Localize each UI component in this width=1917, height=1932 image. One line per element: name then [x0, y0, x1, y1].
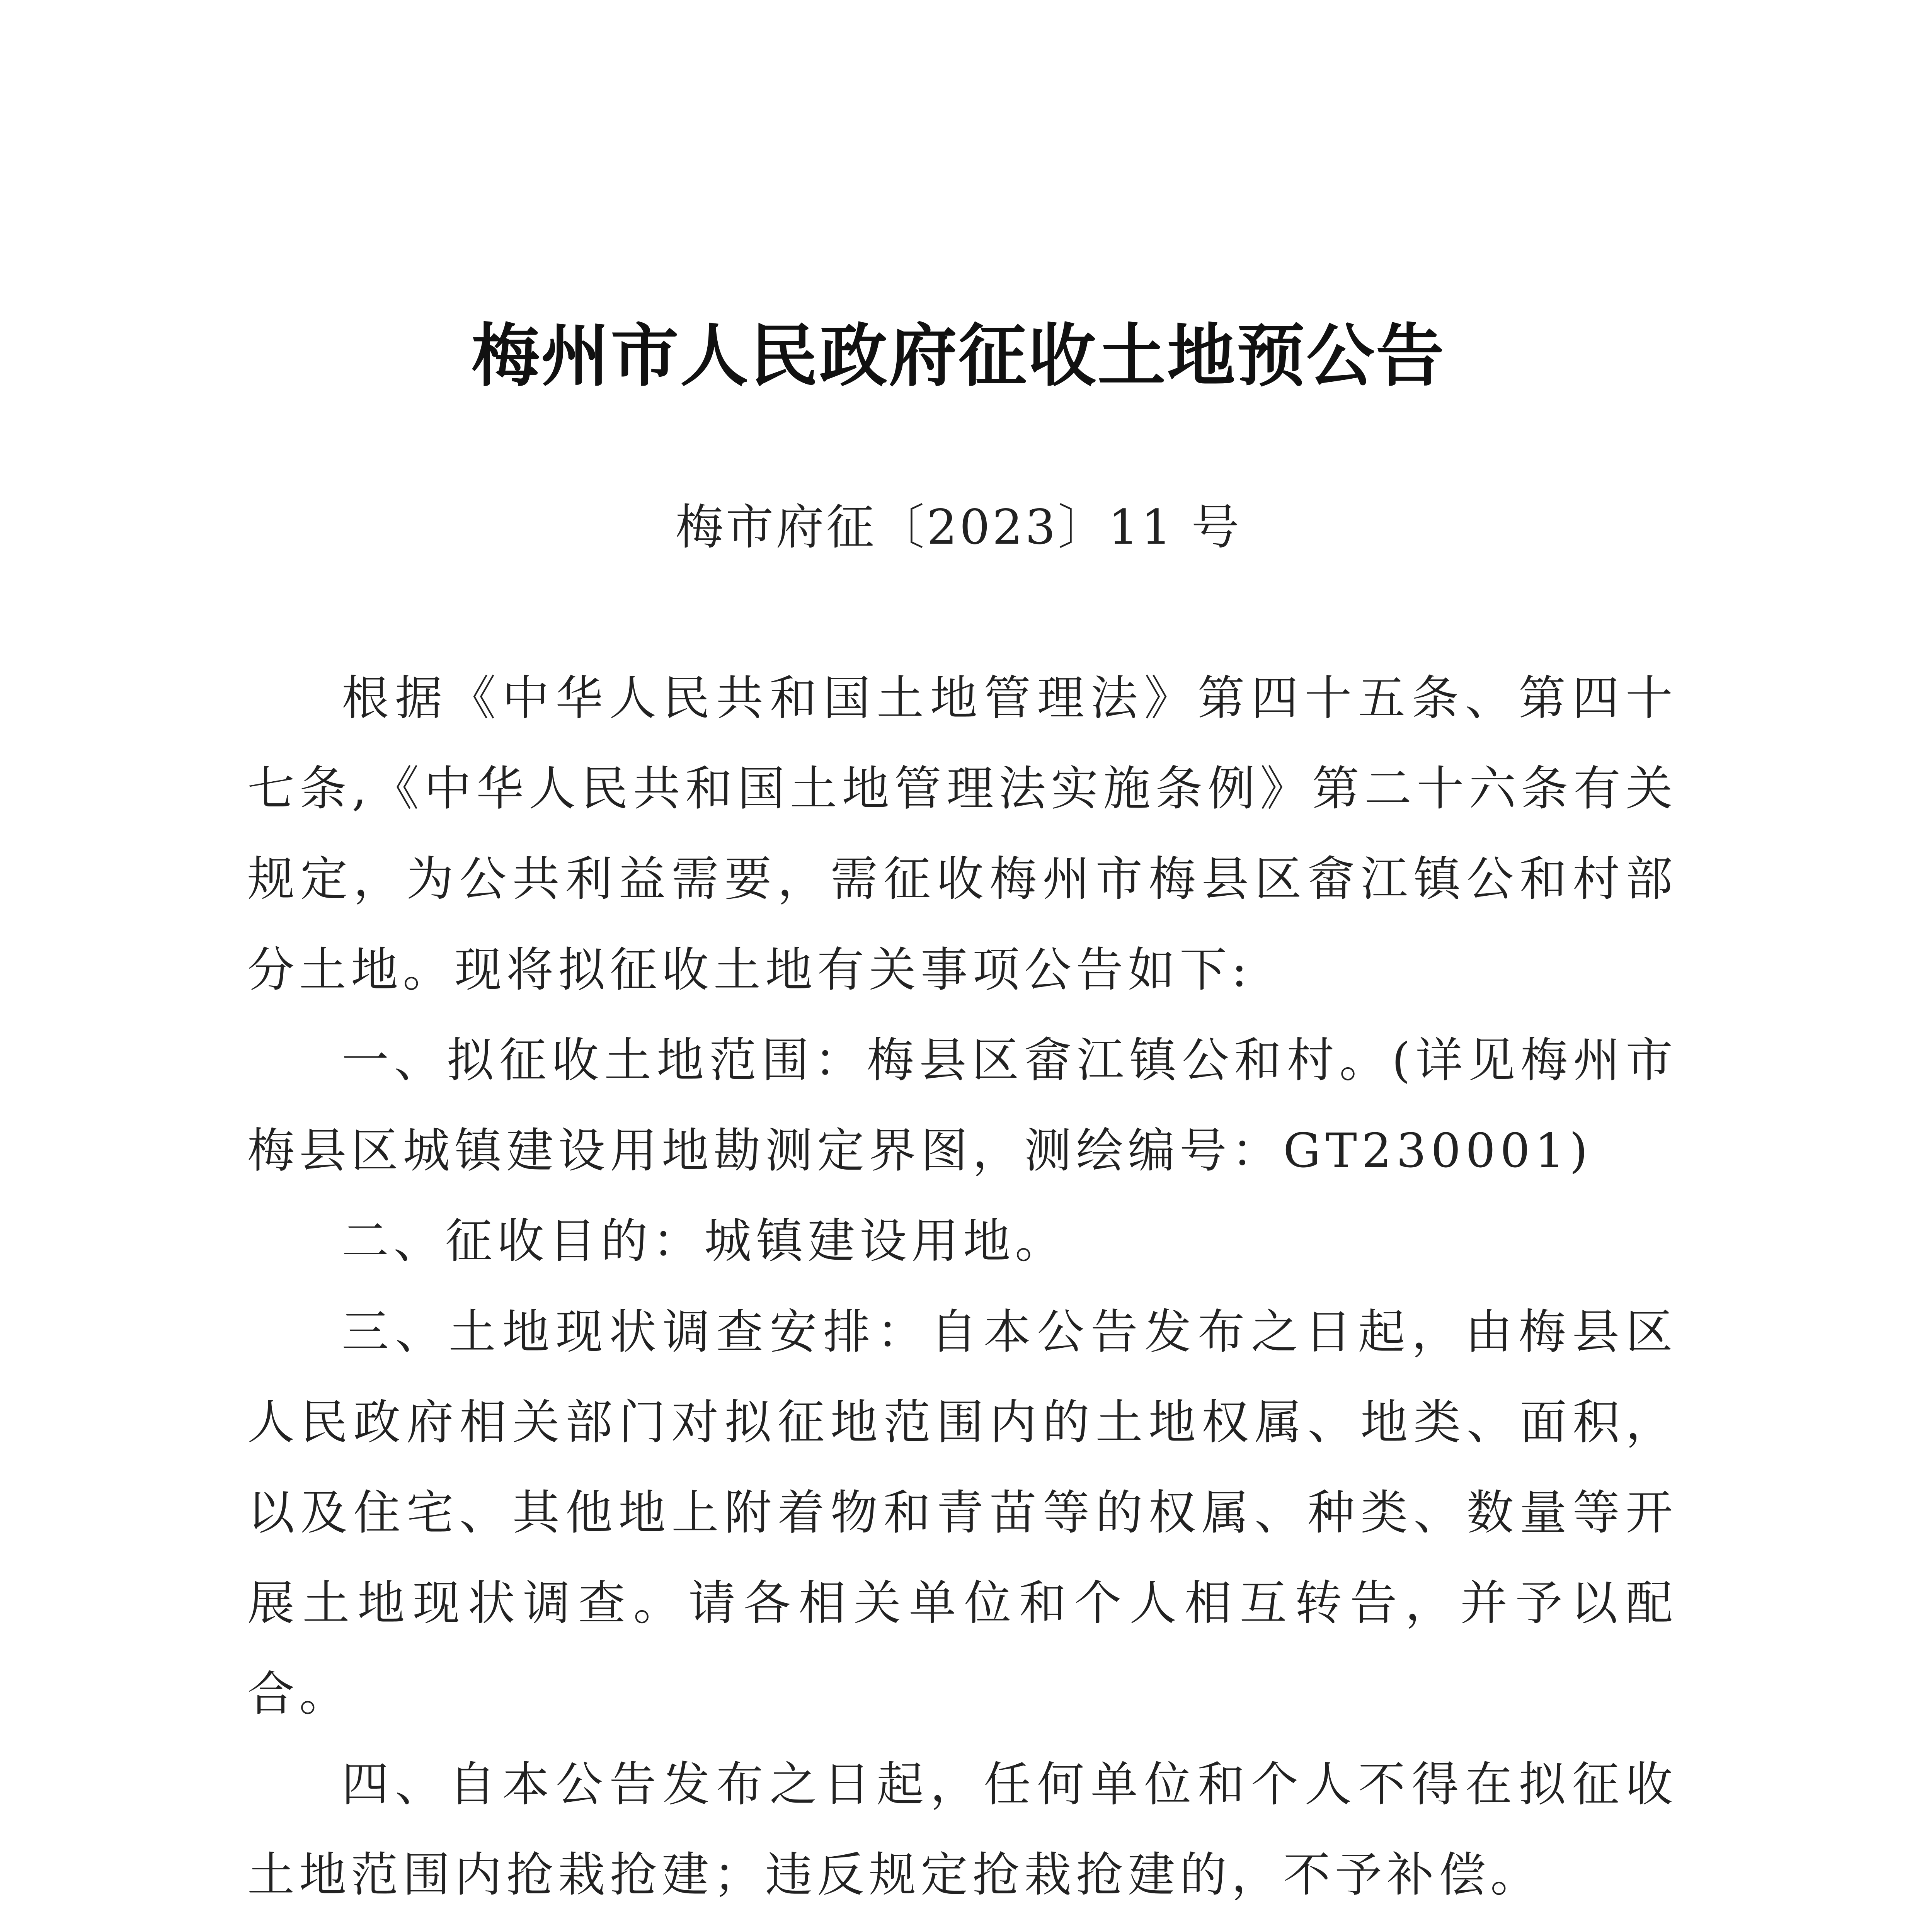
- document-body: [247, 653, 1677, 1932]
- body-paragraph-prohibition: 四、自本公告发布之日起，任何单位和个人不得在拟征收土地范围内抢栽抢建；违反规定抢栽抢建的，不予补偿。: [247, 1757, 1677, 1903]
- body-paragraph-scope: 一、拟征收土地范围：梅县区畲江镇公和村。(详见梅州市梅县区城镇建设用地勘测定界图，测绘编号：GT230001): [247, 1032, 1677, 1179]
- body-paragraph-period: [247, 1920, 1677, 1932]
- document-title: 梅州市人民政府征收土地预公告: [471, 316, 1445, 396]
- body-paragraph-survey: 三、土地现状调查安排：自本公告发布之日起，由梅县区人民政府相关部门对拟征地范围内的土地权属、地类、面积，以及住宅、其他地上附着物和青苗等的权属、种类、数量等开展土地现状调查。请各相关单位和个人相互转告，并予以配合。: [247, 1304, 1677, 1721]
- document-number: 梅市府征〔2023〕11 号: [675, 500, 1242, 555]
- body-paragraph-purpose: 二、征收目的：城镇建设用地。: [342, 1214, 1067, 1269]
- body-paragraph-intro: 根据《中华人民共和国土地管理法》第四十五条、第四十七条,《中华人民共和国土地管理法实施条例》第二十六条有关规定，为公共利益需要，需征收梅州市梅县区畲江镇公和村部分土地。现将拟征收土地有关事项公告如下:: [247, 671, 1677, 997]
